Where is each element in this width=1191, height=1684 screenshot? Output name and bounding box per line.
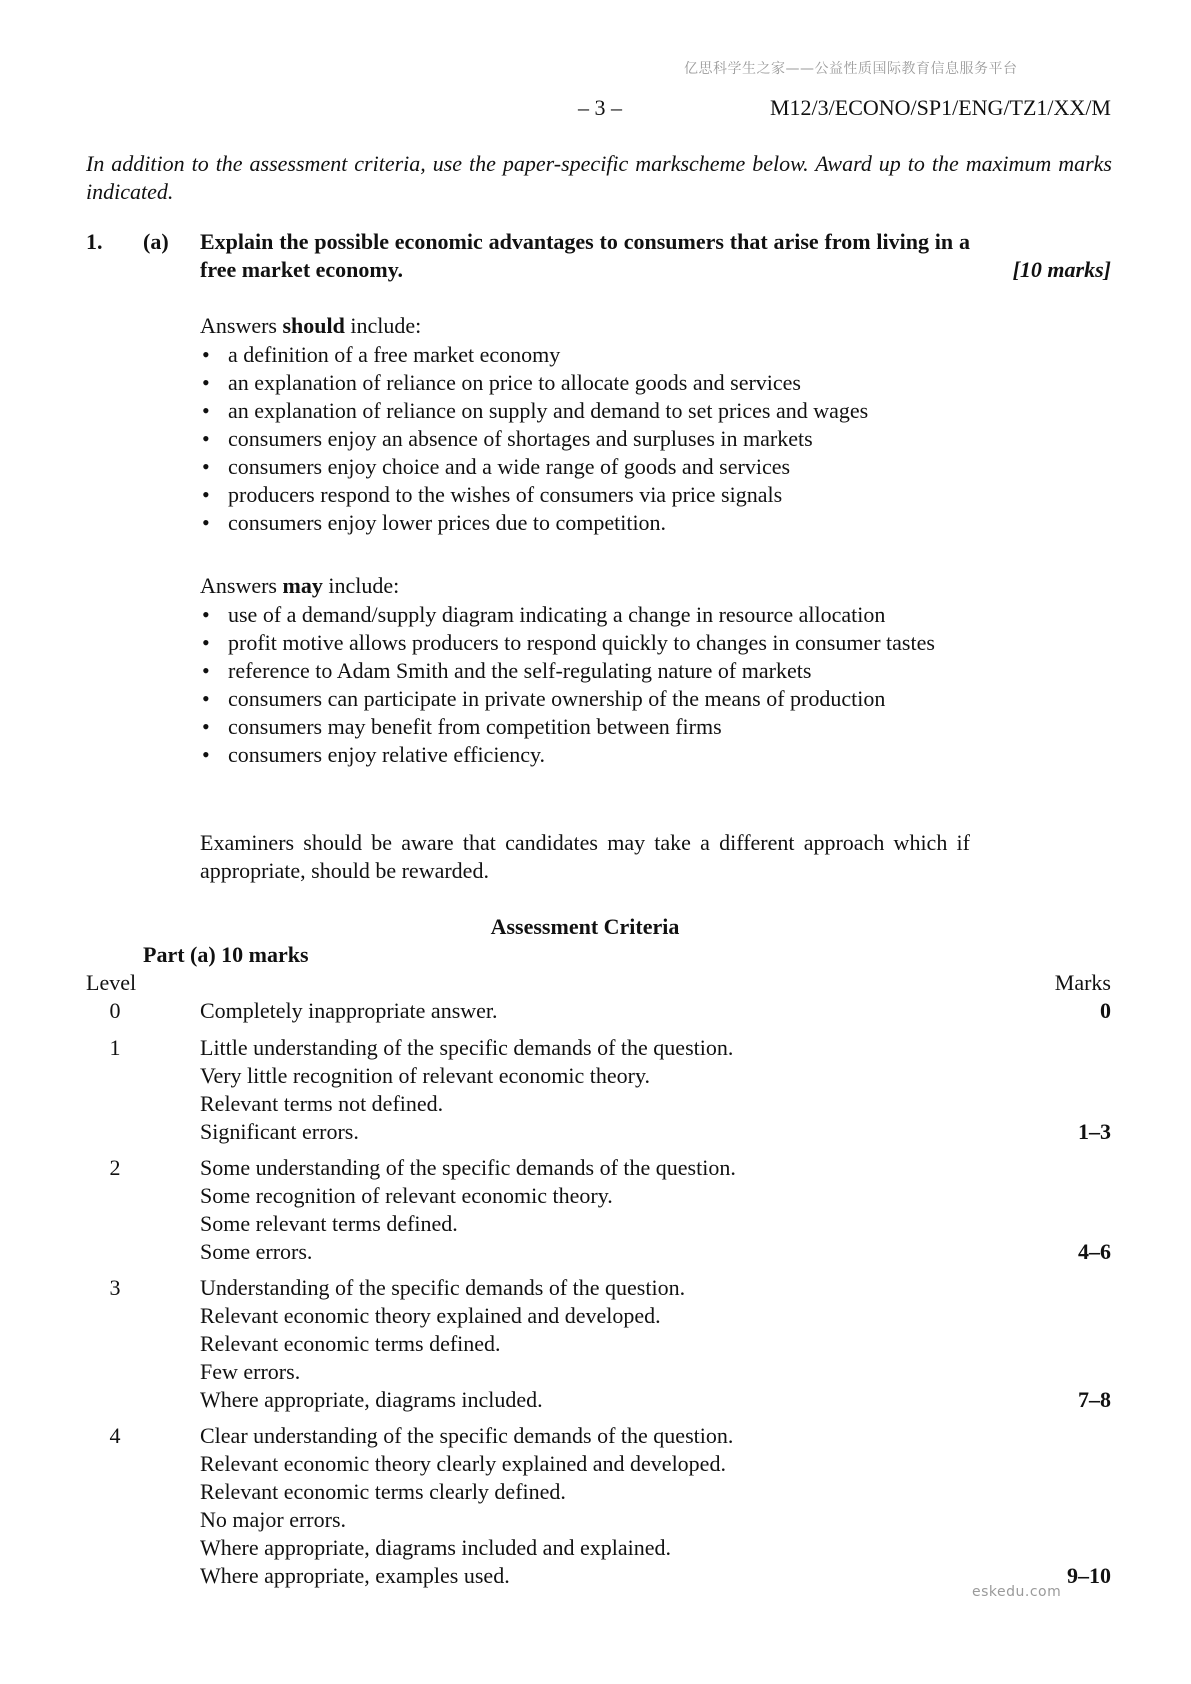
list-item: • consumers enjoy choice and a wide range of goods and services xyxy=(200,453,960,481)
list-item: • producers respond to the wishes of consumers via price signals xyxy=(200,481,960,509)
level-description xyxy=(200,1274,960,1414)
list-item: • a definition of a free market economy xyxy=(200,341,960,369)
level-marks: 9–10 xyxy=(1067,1563,1111,1588)
should-include-list xyxy=(200,341,960,537)
list-item: • consumers can participate in private ownership of the means of production xyxy=(200,685,970,713)
level-marks: 1–3 xyxy=(1078,1119,1111,1144)
level-descriptor-line: Where appropriate, examples used. xyxy=(200,1563,510,1588)
examiners-note: Examiners should be aware that candidates may take a different approach which if appropriate, should be rewarded. xyxy=(200,830,970,883)
level-descriptor-line: Little understanding of the specific demands of the question. xyxy=(200,1035,734,1060)
may-include-list xyxy=(200,601,970,769)
level-descriptor-line: No major errors. xyxy=(200,1507,347,1532)
may-include-heading: Answers may include: xyxy=(200,573,400,598)
watermark-text: 亿思科学生之家——公益性质国际教育信息服务平台 xyxy=(684,61,1018,77)
level-descriptor-line: Where appropriate, diagrams included. xyxy=(200,1387,543,1412)
question-text: Explain the possible economic advantages to consumers that arise from living in a free market economy. xyxy=(200,229,970,282)
level-descriptor-line: Few errors. xyxy=(200,1359,301,1384)
level-descriptor-line: Relevant economic terms defined. xyxy=(200,1331,501,1356)
level-marks: 0 xyxy=(1100,998,1111,1023)
question-part: (a) xyxy=(143,229,169,254)
level-descriptor-line: Clear understanding of the specific demands of the question. xyxy=(200,1423,734,1448)
level-number: 0 xyxy=(109,998,121,1023)
list-item: • an explanation of reliance on price to allocate goods and services xyxy=(200,369,960,397)
level-descriptor-line: Relevant economic theory clearly explained and developed. xyxy=(200,1451,726,1476)
level-descriptor-line: Understanding of the specific demands of the question. xyxy=(200,1275,686,1300)
level-description xyxy=(200,997,960,1025)
criteria-part-heading: Part (a) 10 marks xyxy=(143,942,309,967)
level-descriptor-line: Some errors. xyxy=(200,1239,313,1264)
level-number: 2 xyxy=(109,1155,121,1180)
marks-column-header: Marks xyxy=(1054,970,1111,995)
assessment-criteria-title: Assessment Criteria xyxy=(490,914,680,939)
level-descriptor-line: Completely inappropriate answer. xyxy=(200,998,498,1023)
level-number: 1 xyxy=(109,1035,121,1060)
list-item: • use of a demand/supply diagram indicating a change in resource allocation xyxy=(200,601,970,629)
list-item: • consumers enjoy an absence of shortages and surpluses in markets xyxy=(200,425,960,453)
level-description xyxy=(200,1034,960,1146)
list-item: • reference to Adam Smith and the self-regulating nature of markets xyxy=(200,657,970,685)
question-number: 1. xyxy=(86,229,103,254)
list-item: • consumers may benefit from competition between firms xyxy=(200,713,970,741)
level-descriptor-line: Some understanding of the specific demands of the question. xyxy=(200,1155,736,1180)
paper-code: M12/3/ECONO/SP1/ENG/TZ1/XX/M xyxy=(769,95,1111,120)
level-descriptor-line: Very little recognition of relevant economic theory. xyxy=(200,1063,651,1088)
level-descriptor-line: Relevant economic theory explained and developed. xyxy=(200,1303,661,1328)
list-item: • consumers enjoy relative efficiency. xyxy=(200,741,970,769)
level-descriptor-line: Where appropriate, diagrams included and explained. xyxy=(200,1535,671,1560)
level-number: 3 xyxy=(109,1275,121,1300)
level-descriptor-line: Significant errors. xyxy=(200,1119,359,1144)
list-item: • profit motive allows producers to respond quickly to changes in consumer tastes xyxy=(200,629,970,657)
level-descriptor-line: Relevant terms not defined. xyxy=(200,1091,444,1116)
level-description xyxy=(200,1422,960,1590)
level-marks: 7–8 xyxy=(1078,1387,1111,1412)
question-marks: [10 marks] xyxy=(1012,257,1111,282)
watermark-site: eskedu.com xyxy=(972,1584,1062,1600)
level-marks: 4–6 xyxy=(1078,1239,1111,1264)
list-item: • consumers enjoy lower prices due to competition. xyxy=(200,509,960,537)
page-number: – 3 – xyxy=(578,95,622,120)
level-column-header: Level xyxy=(86,970,137,995)
level-number: 4 xyxy=(109,1423,121,1448)
list-item: • an explanation of reliance on supply and demand to set prices and wages xyxy=(200,397,960,425)
level-descriptor-line: Some recognition of relevant economic theory. xyxy=(200,1183,613,1208)
should-include-heading: Answers should include: xyxy=(200,313,422,338)
intro-instructions: In addition to the assessment criteria, use the paper-specific markscheme below. Award up to the maximum marks indicated. xyxy=(86,151,1112,204)
level-descriptor-line: Relevant economic terms clearly defined. xyxy=(200,1479,566,1504)
level-descriptor-line: Some relevant terms defined. xyxy=(200,1211,458,1236)
level-description xyxy=(200,1154,960,1266)
